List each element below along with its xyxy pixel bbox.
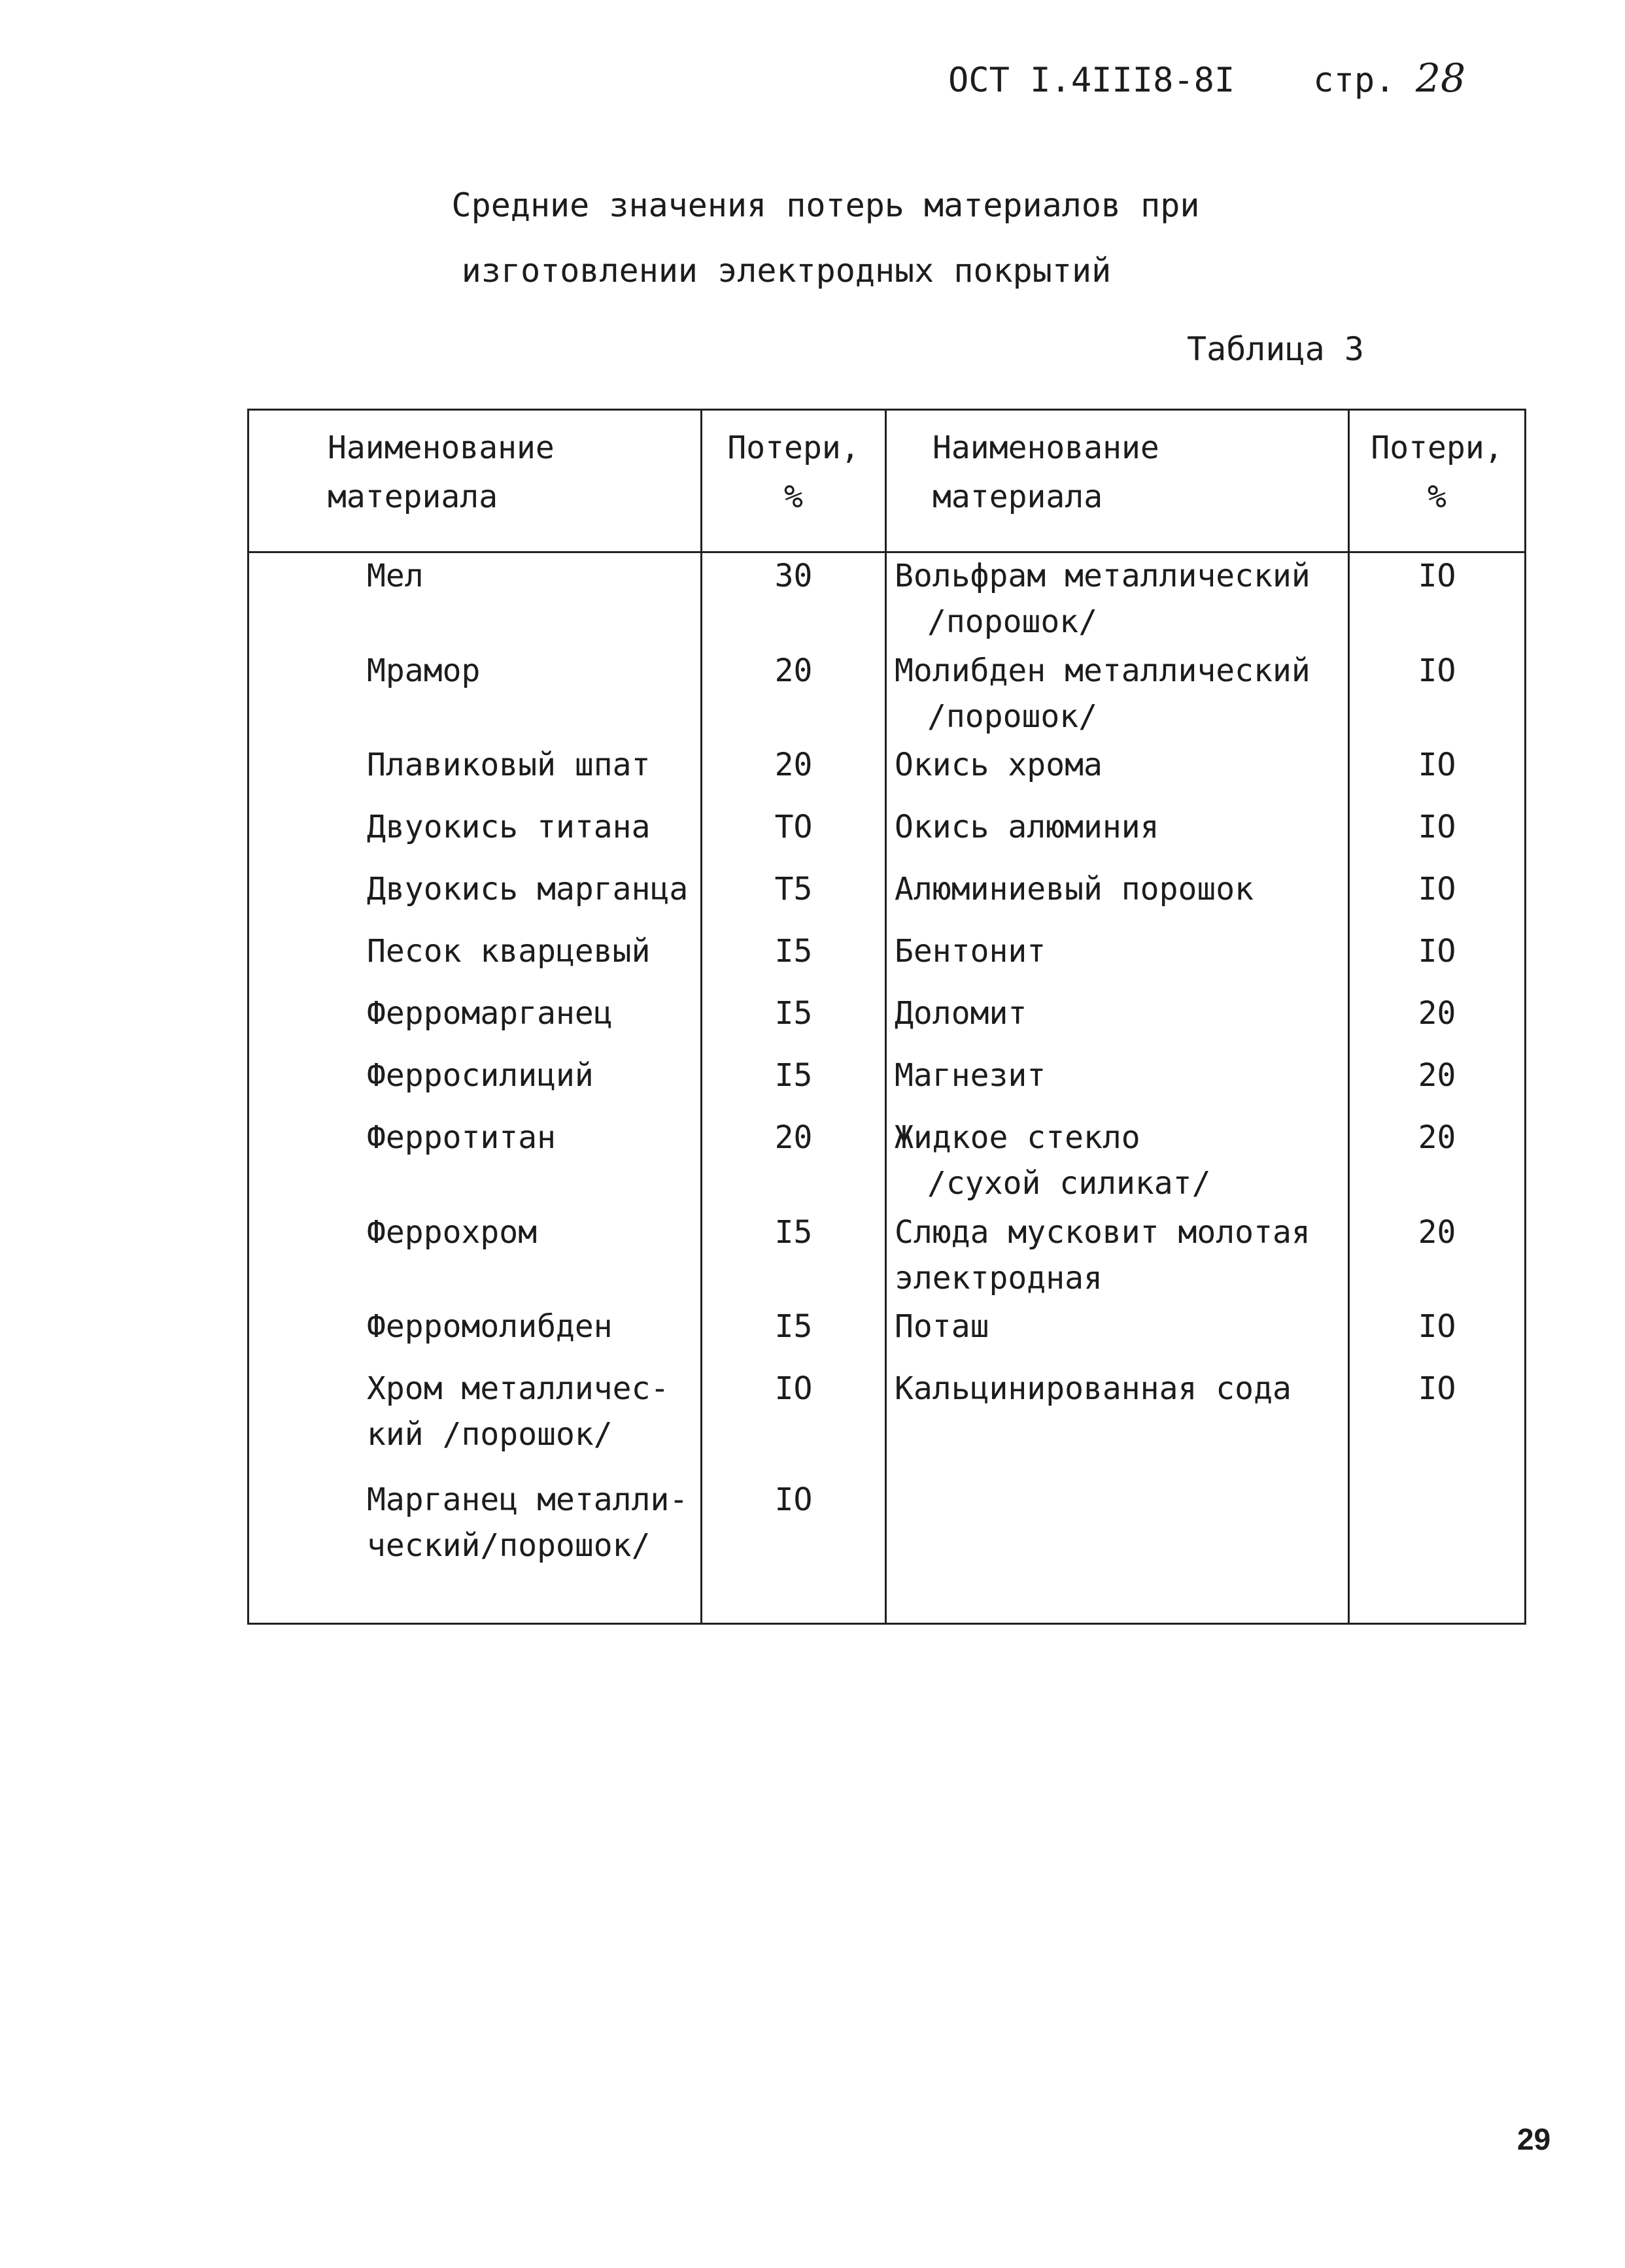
loss-value-left: I5 bbox=[702, 928, 886, 990]
title-line-1: Средние значения потерь материалов при bbox=[451, 186, 1200, 224]
loss-value-right: IO bbox=[1349, 804, 1526, 866]
header-loss-right: Потери, % bbox=[1349, 410, 1526, 552]
table-row bbox=[248, 928, 1526, 990]
material-name-right: Кальцинированная сода bbox=[886, 1366, 1349, 1477]
loss-value-right: IO bbox=[1349, 1366, 1526, 1477]
material-name-left: Ферромолибден bbox=[248, 1304, 702, 1366]
material-name-left: Ферротитан bbox=[248, 1115, 702, 1210]
material-name-right: Алюминиевый порошок bbox=[886, 866, 1349, 928]
document-header bbox=[948, 56, 1465, 101]
material-name-left: Феррохром bbox=[248, 1210, 702, 1304]
footer-page-number: 29 bbox=[1517, 2122, 1551, 2156]
material-name-left: Ферромарганец bbox=[248, 990, 702, 1053]
table-caption: Таблица 3 bbox=[1187, 330, 1364, 368]
material-name-right: Жидкое стекло /сухой силикат/ bbox=[886, 1115, 1349, 1210]
loss-value-left: T5 bbox=[702, 866, 886, 928]
material-name-right bbox=[886, 1477, 1349, 1623]
material-name-left: Хром металличес- кий /порошок/ bbox=[248, 1366, 702, 1477]
document-code: ОСТ I.4III8-8I bbox=[948, 61, 1235, 100]
material-name-right: Магнезит bbox=[886, 1053, 1349, 1115]
material-name-left: Ферросилиций bbox=[248, 1053, 702, 1115]
table-row bbox=[248, 742, 1526, 804]
loss-value-left: I5 bbox=[702, 1210, 886, 1304]
material-name-right: Вольфрам металлический /порошок/ bbox=[886, 552, 1349, 648]
table-row bbox=[248, 990, 1526, 1053]
table-row bbox=[248, 1477, 1526, 1623]
material-name-left: Мел bbox=[248, 552, 702, 648]
loss-value-left: I5 bbox=[702, 990, 886, 1053]
table-row bbox=[248, 1210, 1526, 1304]
loss-value-left: IO bbox=[702, 1477, 886, 1623]
material-name-right: Доломит bbox=[886, 990, 1349, 1053]
loss-value-right: IO bbox=[1349, 648, 1526, 743]
materials-loss-table bbox=[247, 409, 1524, 1625]
table-row bbox=[248, 804, 1526, 866]
loss-value-right: 20 bbox=[1349, 1115, 1526, 1210]
table-row bbox=[248, 1304, 1526, 1366]
loss-value-right: IO bbox=[1349, 742, 1526, 804]
material-name-left: Песок кварцевый bbox=[248, 928, 702, 990]
title-line-2: изготовлении электродных покрытий bbox=[461, 252, 1112, 290]
page-number-handwritten: 28 bbox=[1415, 56, 1466, 101]
loss-value-left: 20 bbox=[702, 742, 886, 804]
material-name-left: Мрамор bbox=[248, 648, 702, 743]
table-row bbox=[248, 1115, 1526, 1210]
material-name-right: Окись алюминия bbox=[886, 804, 1349, 866]
loss-value-right: IO bbox=[1349, 928, 1526, 990]
material-name-right: Окись хрома bbox=[886, 742, 1349, 804]
material-name-right: Слюда мусковит молотая электродная bbox=[886, 1210, 1349, 1304]
header-material-name-right: Наименование материала bbox=[886, 410, 1349, 552]
loss-value-right: 20 bbox=[1349, 1210, 1526, 1304]
loss-value-right: IO bbox=[1349, 1304, 1526, 1366]
table-row bbox=[248, 648, 1526, 743]
loss-value-left: IO bbox=[702, 1366, 886, 1477]
table-header-row bbox=[248, 410, 1526, 552]
material-name-left: Марганец металли- ческий/порошок/ bbox=[248, 1477, 702, 1623]
material-name-left: Двуокись титана bbox=[248, 804, 702, 866]
header-loss-left: Потери, % bbox=[702, 410, 886, 552]
material-name-right: Молибден металлический /порошок/ bbox=[886, 648, 1349, 743]
table-row bbox=[248, 866, 1526, 928]
loss-value-left: I5 bbox=[702, 1053, 886, 1115]
material-name-right: Бентонит bbox=[886, 928, 1349, 990]
table-row bbox=[248, 1366, 1526, 1477]
table-row bbox=[248, 1053, 1526, 1115]
material-name-left: Плавиковый шпат bbox=[248, 742, 702, 804]
material-name-left: Двуокись марганца bbox=[248, 866, 702, 928]
loss-value-right bbox=[1349, 1477, 1526, 1623]
loss-value-left: 20 bbox=[702, 1115, 886, 1210]
loss-value-left: I5 bbox=[702, 1304, 886, 1366]
material-name-right: Поташ bbox=[886, 1304, 1349, 1366]
loss-value-right: IO bbox=[1349, 552, 1526, 648]
table-row bbox=[248, 552, 1526, 648]
header-material-name-left: Наименование материала bbox=[248, 410, 702, 552]
loss-value-right: 20 bbox=[1349, 990, 1526, 1053]
loss-value-left: TO bbox=[702, 804, 886, 866]
loss-value-right: IO bbox=[1349, 866, 1526, 928]
page-label: стр. bbox=[1313, 61, 1395, 100]
loss-value-left: 20 bbox=[702, 648, 886, 743]
loss-value-right: 20 bbox=[1349, 1053, 1526, 1115]
loss-value-left: 30 bbox=[702, 552, 886, 648]
